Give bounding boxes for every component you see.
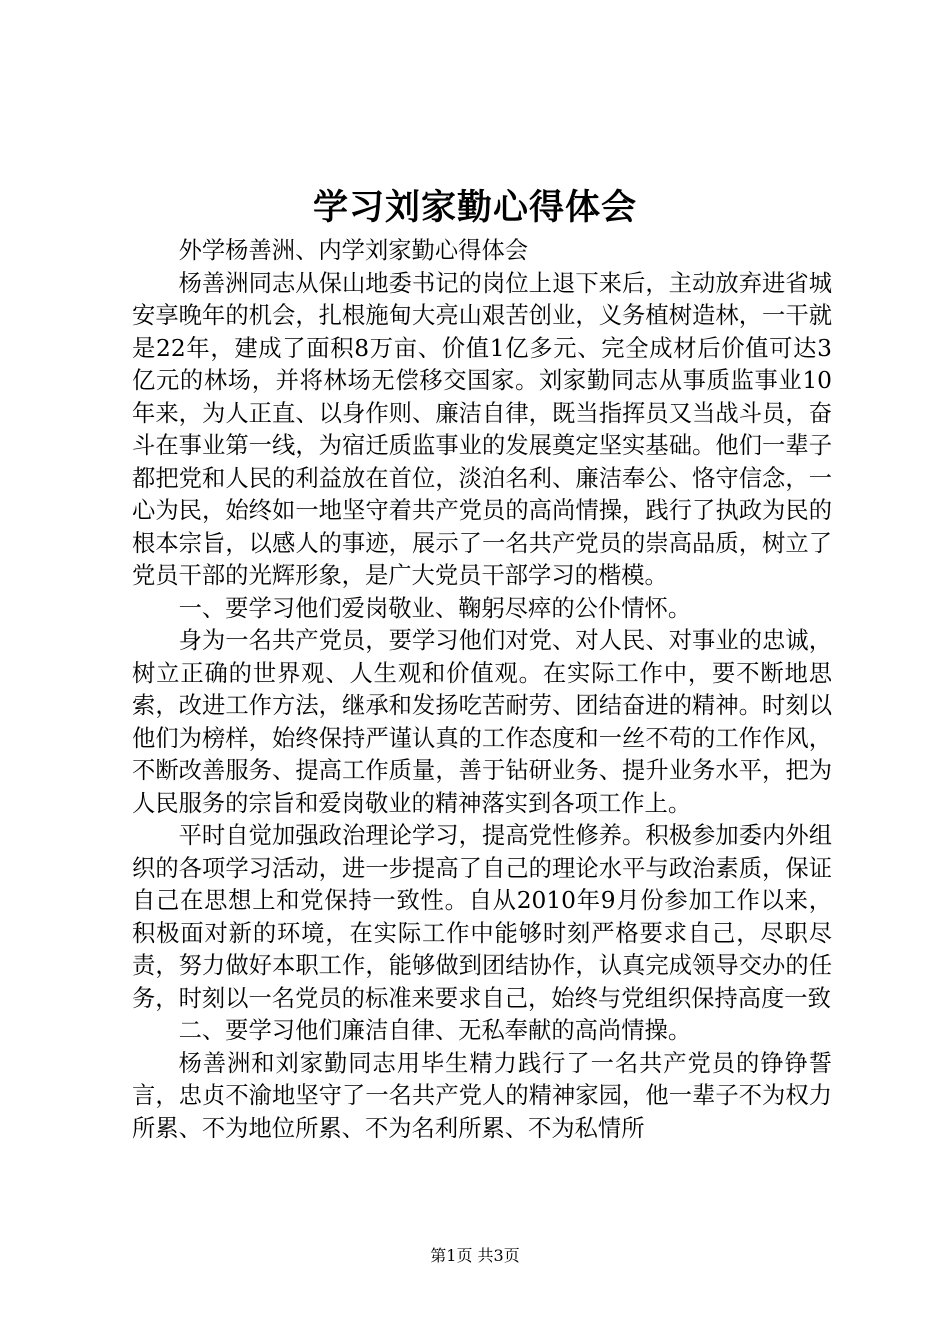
body-paragraph: 杨善洲同志从保山地委书记的岗位上退下来后，主动放弃进省城安享晚年的机会，扎根施甸大亮山艰苦创业，义务植树造林，一干就是22年，建成了面积8万亩、价值1亿多元、完全成材后价值可达3亿元的林场，并将林场无偿移交国家。刘家勤同志从事质监事业10年来，为人正直、以身作则、廉洁自律，既当指挥员又当战斗员，奋斗在事业第一线，为宿迁质监事业的发展奠定坚实基础。他们一辈子都把党和人民的利益放在首位，淡泊名利、廉洁奉公、恪守信念，一心为民，始终如一地坚守着共产党员的高尚情操，践行了执政为民的根本宗旨，以感人的事迹，展示了一名共产党员的崇高品质，树立了党员干部的光辉形象，是广大党员干部学习的楷模。 [132,269,832,589]
document-title: 学习刘家勤心得体会 [312,187,637,228]
section-heading: 一、要学习他们爱岗敬业、鞠躬尽瘁的公仆情怀。 [178,594,692,622]
body-paragraph: 身为一名共产党员，要学习他们对党、对人民、对事业的忠诚，树立正确的世界观、人生观和价值观。在实际工作中，要不断地思索，改进工作方法，继承和发扬吃苦耐劳、团结奋进的精神。时刻以他们为榜样，始终保持严谨认真的工作态度和一丝不苟的工作作风，不断改善服务、提高工作质量，善于钻研业务、提升业务水平，把为人民服务的宗旨和爱岗敬业的精神落实到各项工作上。 [132,627,832,817]
body-paragraph: 杨善洲和刘家勤同志用毕生精力践行了一名共产党员的铮铮誓言，忠贞不渝地坚守了一名共产党人的精神家园，他一辈子不为权力所累、不为地位所累、不为名利所累、不为私情所 [132,1049,832,1142]
section-heading: 二、要学习他们廉洁自律、无私奉献的高尚情操。 [178,1017,692,1044]
page-number-footer: 第1页 共3页 [430,1246,520,1265]
body-paragraph: 平时自觉加强政治理论学习，提高党性修养。积极参加委内外组织的各项学习活动，进一步提高了自己的理论水平与政治素质，保证自己在思想上和党保持一致性。自从2010年9月份参加工作以来，积极面对新的环境，在实际工作中能够时刻严格要求自己，尽职尽责，努力做好本职工作，能够做到团结协作，认真完成领导交办的任务，时刻以一名党员的标准来要求自己，始终与党组织保持高度一致 [132,822,832,1012]
body-paragraph-subtitle: 外学杨善洲、内学刘家勤心得体会 [178,237,529,264]
document-body [132,235,832,1145]
